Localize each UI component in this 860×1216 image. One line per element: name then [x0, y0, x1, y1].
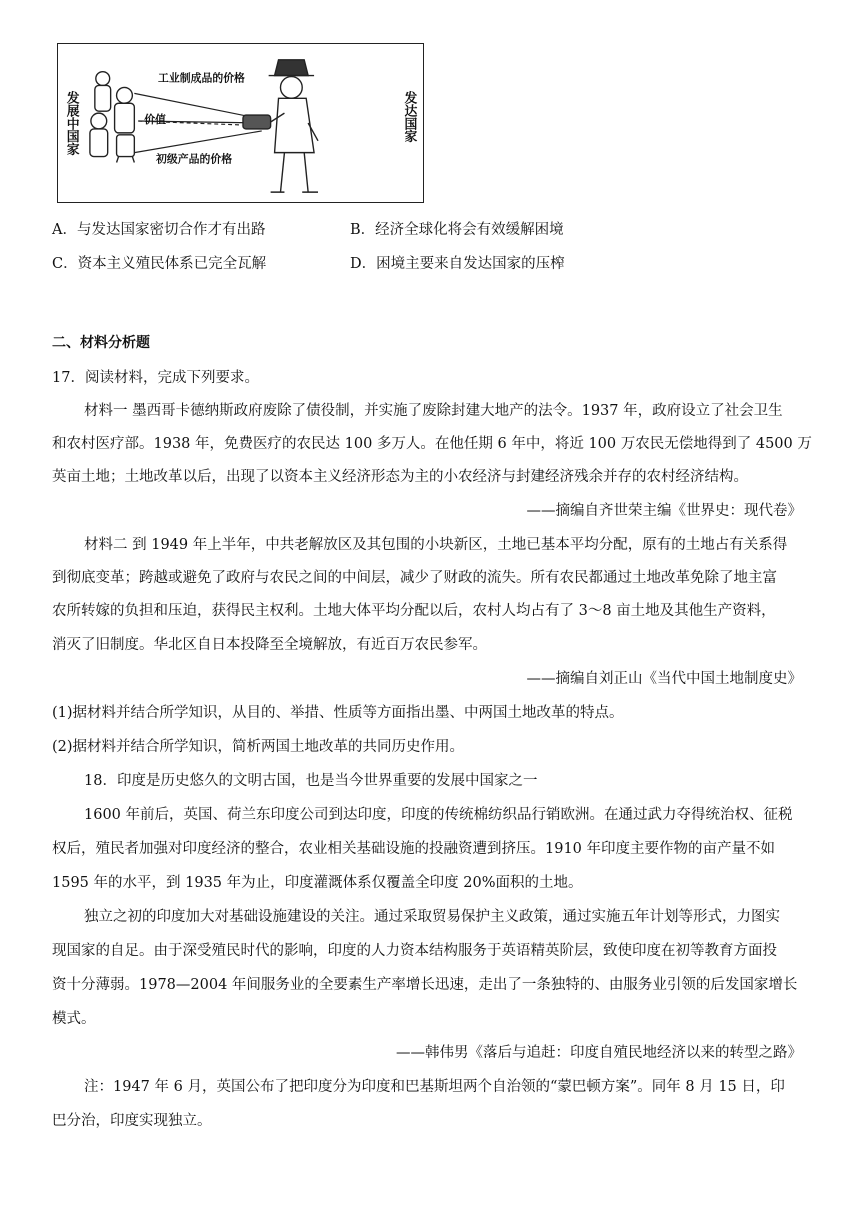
- cartoon-figure: [57, 43, 424, 203]
- figure-left-label: 发展中国家: [63, 91, 79, 156]
- option-d: D．困境主要来自发达国家的压榨: [350, 256, 565, 272]
- q18-stem: 18．印度是历史悠久的文明古国，也是当今世界重要的发展中国家之一: [84, 773, 538, 789]
- q17-material1-source: ——摘编自齐世荣主编《世界史：现代卷》: [526, 503, 802, 519]
- q17-material1-line3: 英亩土地；土地改革以后，出现了以资本主义经济形态为主的小农经济与封建经济残余并存的农村经济结构。: [52, 469, 748, 485]
- q18-note-line2: 巴分治，印度实现独立。: [52, 1113, 212, 1129]
- q18-para1-line2: 权后，殖民者加强对印度经济的整合，农业相关基础设施的投融资遭到挤压。1910 年印度主要作物的亩产量不如: [52, 841, 776, 857]
- option-c: C．资本主义殖民体系已完全瓦解: [52, 256, 267, 272]
- bottom-arrow-label: 初级产品的价格: [156, 152, 233, 166]
- price-scissors-cartoon: [58, 44, 423, 202]
- q17-requirement-1: (1)据材料并结合所学知识，从目的、举措、性质等方面指出墨、中两国土地改革的特点。: [52, 705, 624, 721]
- developing-people-icon: [90, 72, 134, 163]
- option-b: B．经济全球化将会有效缓解困境: [350, 222, 564, 238]
- q18-note-line1: 注：1947 年 6 月，英国公布了把印度分为印度和巴基斯坦两个自治领的“蒙巴顿方案”。同年 8 月 15 日，印: [84, 1079, 785, 1095]
- figure-right-label: 发达国家: [401, 91, 417, 143]
- q17-material1-line2: 和农村医疗部。1938 年，免费医疗的农民达 100 多万人。在他任期 6 年中，将近 100 万农民无偿地得到了 4500 万: [52, 436, 812, 452]
- q17-material1-line1: 材料一 墨西哥卡德纳斯政府废除了债役制，并实施了废除封建大地产的法令。1937 年，政府设立了社会卫生: [84, 403, 783, 419]
- section-title: 二、材料分析题: [52, 335, 150, 351]
- q18-para2-line3: 资十分薄弱。1978—2004 年间服务业的全要素生产率增长迅速，走出了一条独特的、由服务业引领的后发国家增长: [52, 977, 798, 993]
- q18-para2-line2: 现国家的自足。由于深受殖民时代的影响，印度的人力资本结构服务于英语精英阶层，致使印度在初等教育方面投: [52, 943, 777, 959]
- developed-man-icon: [243, 60, 318, 192]
- option-a: A．与发达国家密切合作才有出路: [52, 222, 266, 238]
- q18-para2-line4: 模式。: [52, 1011, 96, 1027]
- q17-material2-line3: 农所转嫁的负担和压迫，获得民主权利。土地大体平均分配以后，农村人均占有了 3～8 亩土地及其他生产资料，: [52, 603, 776, 619]
- q18-para1-line1: 1600 年前后，英国、荷兰东印度公司到达印度，印度的传统棉纺织品行销欧洲。在通过武力夺得统治权、征税: [84, 807, 793, 823]
- q17-stem: 17．阅读材料，完成下列要求。: [52, 370, 259, 386]
- mid-arrow-label: 价值: [144, 113, 166, 127]
- top-arrow-label: 工业制成品的价格: [158, 71, 245, 85]
- q18-para2-line1: 独立之初的印度加大对基础设施建设的关注。通过采取贸易保护主义政策，通过实施五年计划等形式，力图实: [84, 909, 780, 925]
- q18-para1-line3: 1595 年的水平，到 1935 年为止，印度灌溉体系仅覆盖全印度 20%面积的土地。: [52, 875, 583, 891]
- q18-source: ——韩伟男《落后与追赶：印度自殖民地经济以来的转型之路》: [396, 1045, 802, 1061]
- q17-material2-line1: 材料二 到 1949 年上半年，中共老解放区及其包围的小块新区，土地已基本平均分配，原有的土地占有关系得: [84, 537, 788, 553]
- q17-material2-line4: 消灭了旧制度。华北区自日本投降至全境解放，有近百万农民参军。: [52, 637, 487, 653]
- q17-material2-source: ——摘编自刘正山《当代中国土地制度史》: [526, 671, 802, 687]
- q17-requirement-2: (2)据材料并结合所学知识，简析两国土地改革的共同历史作用。: [52, 739, 465, 755]
- q17-material2-line2: 到彻底变革；跨越或避免了政府与农民之间的中间层，减少了财政的流失。所有农民都通过土地改革免除了地主富: [52, 570, 777, 586]
